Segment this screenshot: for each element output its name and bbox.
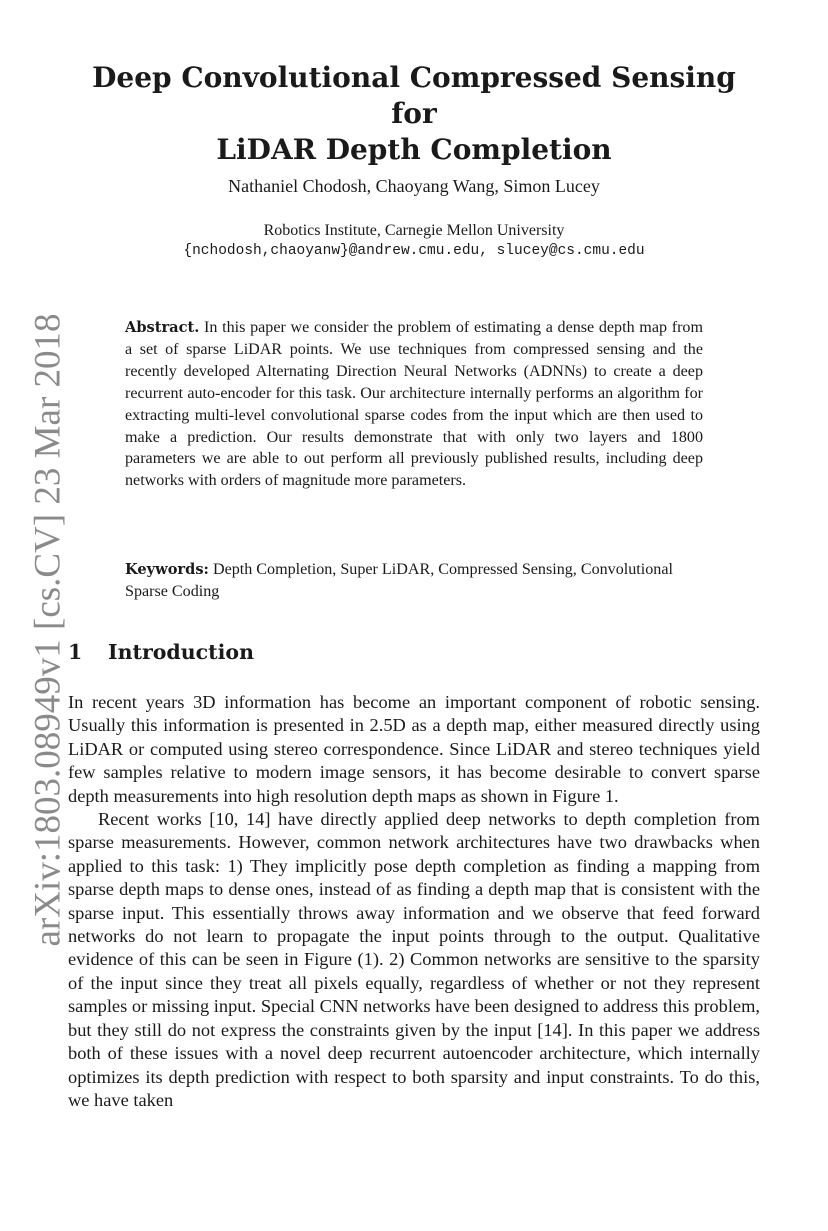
introduction-body <box>68 691 760 1112</box>
section-heading <box>68 640 254 664</box>
paragraph-1: In recent years 3D information has become an important component of robotic sensing. Usually this information is presented in 2.5D as a depth map, either measured directly using LiDAR or computed using stereo correspondence. Since LiDAR and stereo techniques yield few samples relative to modern image sensors, it has become desirable to convert sparse depth measurements into high resolution depth maps as shown in Figure 1. <box>68 692 760 806</box>
abstract <box>125 317 703 492</box>
keywords-text: Depth Completion, Super LiDAR, Compressed Sensing, Convolutional Sparse Coding <box>125 561 673 600</box>
email-addresses: {nchodosh,chaoyanw}@andrew.cmu.edu, slucey@cs.cmu.edu <box>183 243 645 259</box>
title-line-2: LiDAR Depth Completion <box>216 133 612 166</box>
abstract-label: Abstract. <box>125 319 200 336</box>
paper-title <box>68 60 760 168</box>
affiliation: Robotics Institute, Carnegie Mellon University <box>263 222 565 239</box>
title-line-1: Deep Convolutional Compressed Sensing for <box>92 61 736 130</box>
arxiv-stamp-text: arXiv:1803.08949v1 [cs.CV] 23 Mar 2018 <box>27 313 69 947</box>
author-list: Nathaniel Chodosh, Chaoyang Wang, Simon Lucey <box>228 176 600 196</box>
paragraph-2: Recent works [10, 14] have directly applied deep networks to depth completion from sparse measurements. However, common network architectures have two drawbacks when applied to this task: 1) They implicitly pose depth completion as finding a mapping from sparse depth maps to dense ones, instead of as finding a depth map that is consistent with the sparse input. This essentially throws away information and we observe that feed forward networks do not learn to propagate the input points through to the output. Qualitative evidence of this can be seen in Figure (1). 2) Common networks are sensitive to the sparsity of the input since they treat all pixels equally, regardless of whether or not they represent samples or missing input. Special CNN networks have been designed to address this problem, but they still do not express the constraints given by the input [14]. In this paper we address both of these issues with a novel deep recurrent autoencoder architecture, which internally optimizes its depth prediction with respect to both sparsity and input constraints. To do this, we have taken <box>68 809 760 1110</box>
keywords <box>125 559 715 603</box>
abstract-text: In this paper we consider the problem of estimating a dense depth map from a set of sparse LiDAR points. We use techniques from compressed sensing and the recently developed Alternating Direction Neural Networks (ADNNs) to create a deep recurrent auto-encoder for this task. Our architecture internally performs an algorithm for extracting multi-level convolutional sparse codes from the input which are then used to make a prediction. Our results demonstrate that with only two layers and 1800 parameters we are able to out perform all previously published results, including deep networks with orders of magnitude more parameters. <box>125 319 703 490</box>
section-title: Introduction <box>108 640 254 664</box>
affiliation-block <box>68 220 760 262</box>
section-number: 1 <box>68 640 83 664</box>
keywords-label: Keywords: <box>125 561 209 578</box>
